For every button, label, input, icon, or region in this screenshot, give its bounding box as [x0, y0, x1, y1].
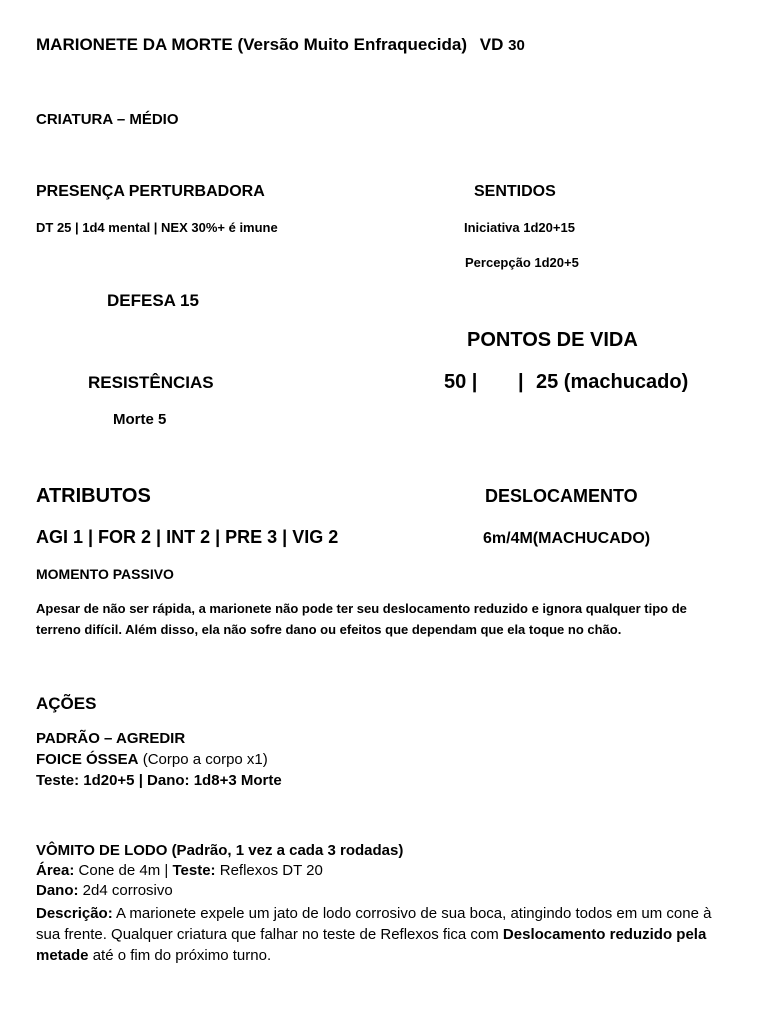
actions-label: AÇÕES: [36, 694, 97, 713]
hit-points-full: 50 |: [444, 371, 478, 393]
vomit-damage-line: [36, 882, 173, 900]
senses-label: SENTIDOS: [474, 183, 556, 200]
vomit-desc-bold: Deslocamento reduzido pela metade: [36, 926, 707, 964]
vomit-desc-text-1: A marionete expele um jato de lodo corrosivo de sua boca, atingindo todos em um cone à sua frente. Qualquer criatura que falhar no teste de Reflexos fica com: [36, 905, 712, 943]
vomit-area-line: [36, 862, 323, 880]
weapon-line: [36, 751, 268, 769]
initiative-value: Iniciativa 1d20+15: [464, 220, 575, 235]
passive-label: MOMENTO PASSIVO: [36, 566, 174, 582]
vomit-test-label: Teste:: [172, 862, 216, 879]
hit-points-label: PONTOS DE VIDA: [467, 329, 638, 351]
attributes-label: ATRIBUTOS: [36, 485, 151, 507]
creature-type: CRIATURA – MÉDIO: [36, 111, 179, 128]
vomit-header: VÔMITO DE LODO (Padrão, 1 vez a cada 3 rodadas): [36, 842, 404, 859]
vomit-description: [36, 903, 728, 966]
presence-label: PRESENÇA PERTURBADORA: [36, 183, 265, 200]
attack-stats: Teste: 1d20+5 | Dano: 1d8+3 Morte: [36, 772, 282, 789]
creature-name: MARIONETE DA MORTE (Versão Muito Enfraquecida): [36, 35, 468, 54]
vd-value: 30: [508, 37, 525, 54]
vomit-damage-label: Dano:: [36, 882, 79, 899]
vomit-damage-value: 2d4 corrosivo: [78, 882, 173, 899]
vomit-test-value: Reflexos DT 20: [215, 862, 323, 879]
vomit-desc-text-2: até o fim do próximo turno.: [88, 947, 272, 964]
passive-text-line-1: Apesar de não ser rápida, a marionete não pode ter seu deslocamento reduzido e ignora qualquer tipo de: [36, 601, 687, 616]
weapon-name: FOICE ÓSSEA: [36, 751, 139, 768]
weapon-detail: (Corpo a corpo x1): [138, 751, 268, 768]
defense-value: DEFESA 15: [107, 291, 199, 310]
presence-details: DT 25 | 1d4 mental | NEX 30%+ é imune: [36, 220, 278, 235]
attributes-line: AGI 1 | FOR 2 | INT 2 | PRE 3 | VIG 2: [36, 527, 339, 547]
passive-text-line-2: terreno difícil. Além disso, ela não sofre dano ou efeitos que dependam que ela toque no chão.: [36, 622, 622, 637]
creature-title: [36, 35, 525, 55]
vd-label: VD: [479, 35, 504, 54]
vomit-area-label: Área:: [36, 862, 75, 879]
movement-value: 6m/4M(MACHUCADO): [483, 530, 651, 547]
perception-value: Percepção 1d20+5: [465, 255, 579, 270]
vomit-area-value: Cone de 4m |: [74, 862, 173, 879]
resistances-value: Morte 5: [113, 411, 167, 428]
hit-points-hurt: 25 (machucado): [536, 371, 689, 393]
movement-label: DESLOCAMENTO: [485, 486, 638, 506]
resistances-label: RESISTÊNCIAS: [88, 373, 214, 392]
attack-header: PADRÃO – AGREDIR: [36, 730, 186, 747]
hit-points-separator: |: [518, 371, 524, 393]
vomit-desc-label: Descrição:: [36, 905, 113, 922]
